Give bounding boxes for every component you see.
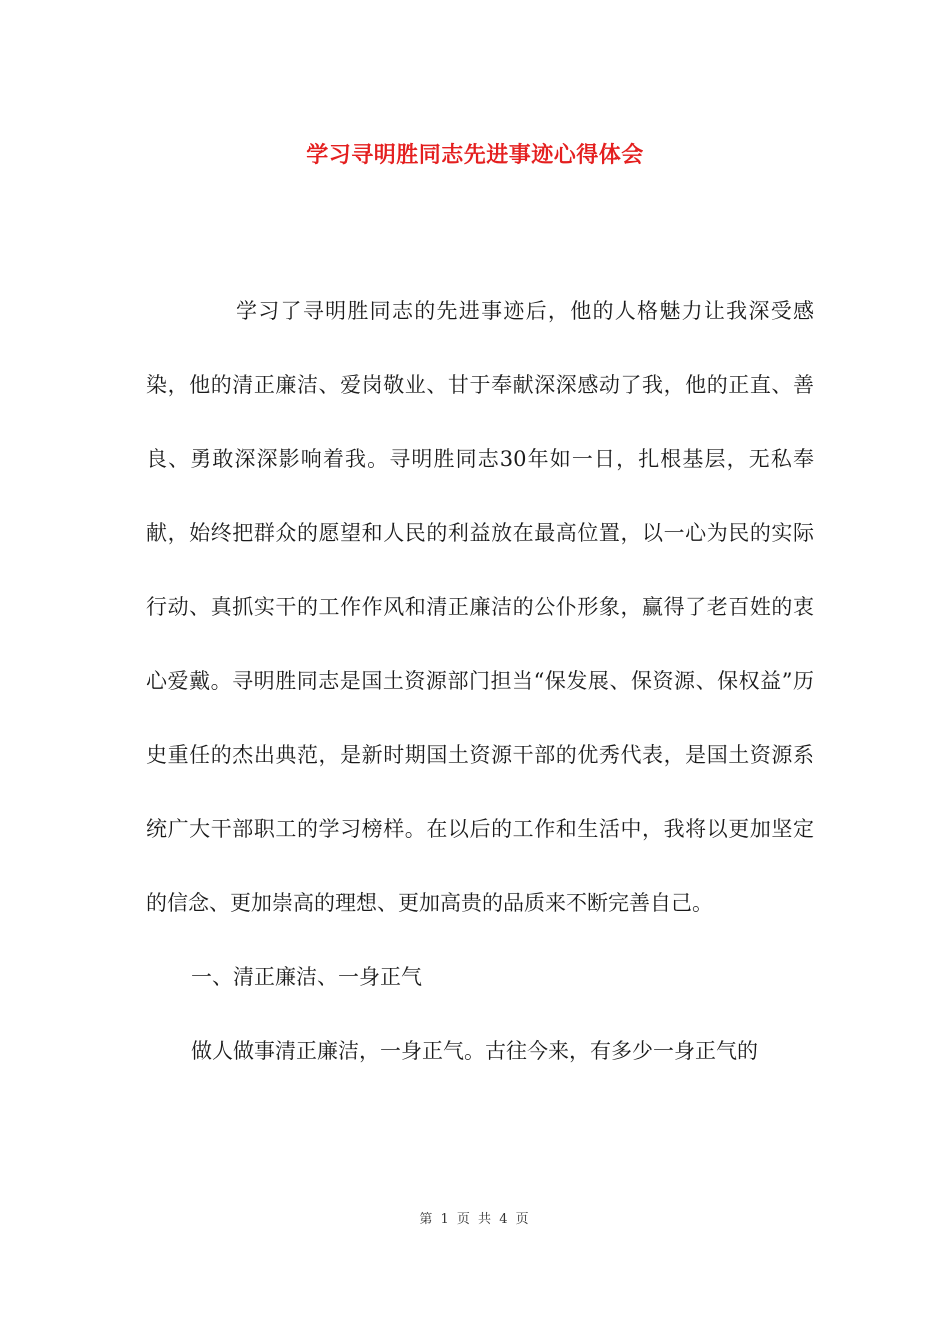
document-body — [146, 274, 814, 1088]
paragraph-intro: 学习了寻明胜同志的先进事迹后，他的人格魅力让我深受感染，他的清正廉洁、爱岗敬业、甘于奉献深深感动了我，他的正直、善良、勇敢深深影响着我。寻明胜同志30年如一日，扎根基层，无私奉献，始终把群众的愿望和人民的利益放在最高位置，以一心为民的实际行动、真抓实干的工作作风和清正廉洁的公仆形象，赢得了老百姓的衷心爱戴。寻明胜同志是国土资源部门担当“保发展、保资源、保权益”历史重任的杰出典范，是新时期国土资源干部的优秀代表，是国土资源系统广大干部职工的学习榜样。在以后的工作和生活中，我将以更加坚定的信念、更加崇高的理想、更加高贵的品质来不断完善自己。 — [146, 299, 814, 915]
paragraph-section-1: 做人做事清正廉洁，一身正气。古往今来，有多少一身正气的 — [191, 1039, 758, 1063]
page-number-footer: 第 1 页 共 4 页 — [419, 1212, 531, 1227]
section-heading-1: 一、清正廉洁、一身正气 — [191, 965, 422, 989]
document-title: 学习寻明胜同志先进事迹心得体会 — [306, 143, 644, 168]
